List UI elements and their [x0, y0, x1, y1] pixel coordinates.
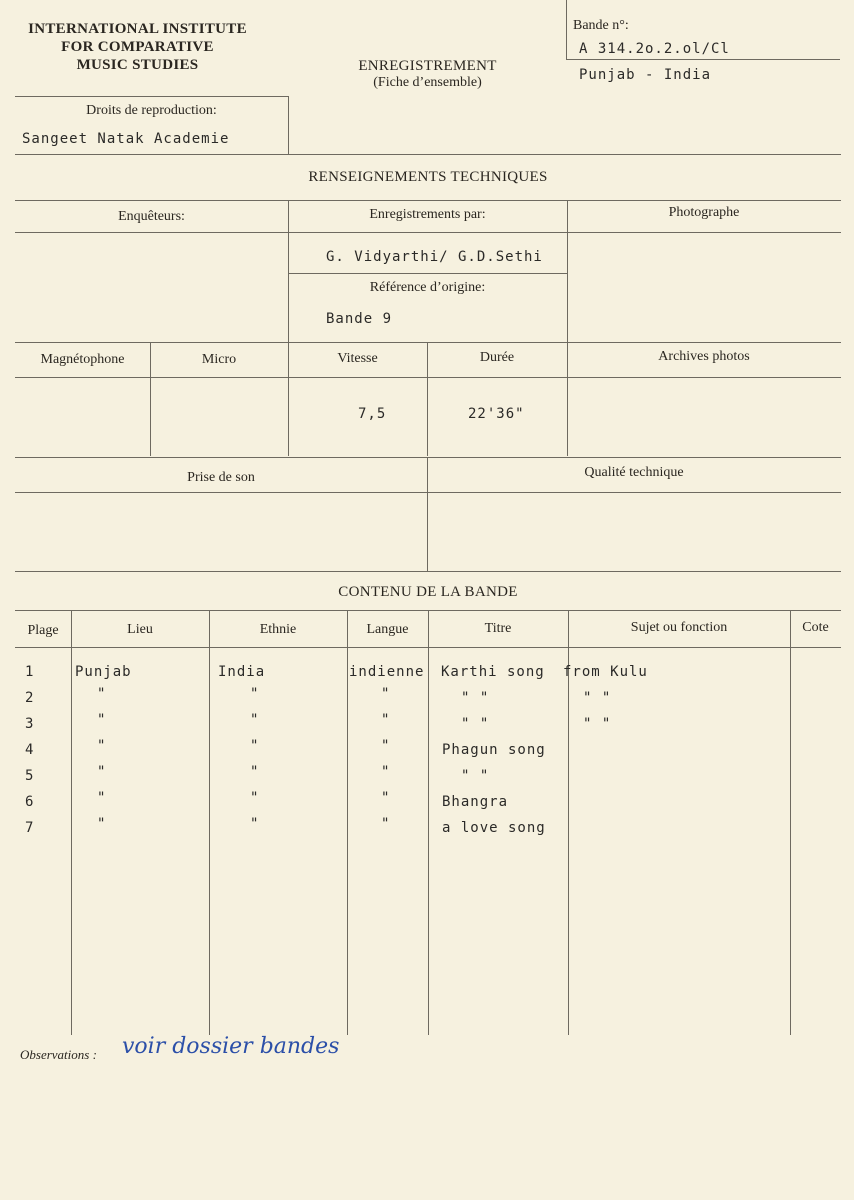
- row-ethnie: ": [250, 764, 260, 780]
- technique-heading: RENSEIGNEMENTS TECHNIQUES: [308, 169, 548, 185]
- col-ethnie: Ethnie: [259, 622, 297, 637]
- col-sujet: Sujet ou fonction: [630, 620, 728, 635]
- row-plage: 2: [25, 690, 35, 706]
- magnetophone-label: Magnétophone: [40, 352, 125, 367]
- row-sujet: " ": [583, 690, 612, 706]
- row-lieu: ": [97, 764, 107, 780]
- row-titre: " ": [461, 768, 490, 784]
- form-subtitle: (Fiche d’ensemble): [373, 75, 482, 90]
- row-titre: Karthi song: [441, 664, 545, 680]
- row-titre: " ": [461, 690, 490, 706]
- row-lieu: ": [97, 712, 107, 728]
- observations-label: Observations :: [20, 1047, 97, 1062]
- row-langue: ": [381, 712, 391, 728]
- institute-line-1: INTERNATIONAL INSTITUTE: [28, 21, 247, 37]
- row-ethnie: ": [250, 816, 260, 832]
- droits-label: Droits de reproduction:: [86, 103, 217, 118]
- row-plage: 6: [25, 794, 35, 810]
- bande-region: Punjab - India: [579, 67, 712, 83]
- micro-label: Micro: [201, 352, 237, 367]
- row-titre: Phagun song: [442, 742, 546, 758]
- col-cote: Cote: [802, 620, 829, 635]
- row-plage: 4: [25, 742, 35, 758]
- row-langue: ": [381, 738, 391, 754]
- institute-line-3: MUSIC STUDIES: [76, 57, 199, 73]
- col-plage: Plage: [27, 623, 59, 638]
- prise-de-son-label: Prise de son: [187, 470, 255, 485]
- form-title-block: [330, 58, 525, 91]
- duree-label: Durée: [479, 350, 515, 365]
- row-plage: 1: [25, 664, 35, 680]
- bande-number: A 314.2o.2.ol/Cl: [579, 41, 730, 57]
- row-plage: 5: [25, 768, 35, 784]
- col-langue: Langue: [366, 622, 409, 637]
- observations-handwritten: voir dossier bandes: [122, 1034, 340, 1059]
- row-titre: a love song: [442, 820, 546, 836]
- col-titre: Titre: [484, 621, 512, 636]
- row-ethnie: ": [250, 790, 260, 806]
- row-sujet: " ": [583, 716, 612, 732]
- vitesse-value: 7,5: [358, 406, 387, 422]
- row-langue: ": [381, 764, 391, 780]
- row-langue: ": [381, 686, 391, 702]
- institute-name: [10, 20, 265, 74]
- archives-photos-label: Archives photos: [658, 349, 750, 364]
- row-ethnie: ": [250, 738, 260, 754]
- enregistrements-value: G. Vidyarthi/ G.D.Sethi: [326, 249, 543, 265]
- vitesse-label: Vitesse: [337, 351, 378, 366]
- row-lieu: ": [97, 686, 107, 702]
- row-lieu: Punjab: [75, 664, 132, 680]
- row-ethnie: ": [250, 712, 260, 728]
- row-titre: " ": [461, 716, 490, 732]
- duree-value: 22'36": [468, 406, 525, 422]
- row-langue: ": [381, 790, 391, 806]
- row-ethnie: India: [218, 664, 266, 680]
- col-lieu: Lieu: [127, 622, 153, 637]
- reference-value: Bande 9: [326, 311, 393, 327]
- enregistrements-label: Enregistrements par:: [369, 207, 486, 222]
- photographe-label: Photographe: [668, 205, 740, 220]
- row-langue: ": [381, 816, 391, 832]
- bande-label: Bande n°:: [573, 18, 629, 33]
- form-title: ENREGISTREMENT: [358, 58, 497, 74]
- row-langue: indienne: [349, 664, 425, 680]
- row-lieu: ": [97, 790, 107, 806]
- row-ethnie: ": [250, 686, 260, 702]
- row-lieu: ": [97, 738, 107, 754]
- contenu-heading: CONTENU DE LA BANDE: [338, 584, 518, 600]
- enqueteurs-label: Enquêteurs:: [118, 209, 185, 224]
- row-lieu: ": [97, 816, 107, 832]
- row-titre: Bhangra: [442, 794, 509, 810]
- droits-value: Sangeet Natak Academie: [22, 131, 230, 147]
- row-sujet: from Kulu: [563, 664, 648, 680]
- row-plage: 3: [25, 716, 35, 732]
- qualite-technique-label: Qualité technique: [584, 465, 684, 480]
- reference-label: Référence d’origine:: [369, 280, 486, 295]
- institute-line-2: FOR COMPARATIVE: [61, 39, 214, 55]
- row-plage: 7: [25, 820, 35, 836]
